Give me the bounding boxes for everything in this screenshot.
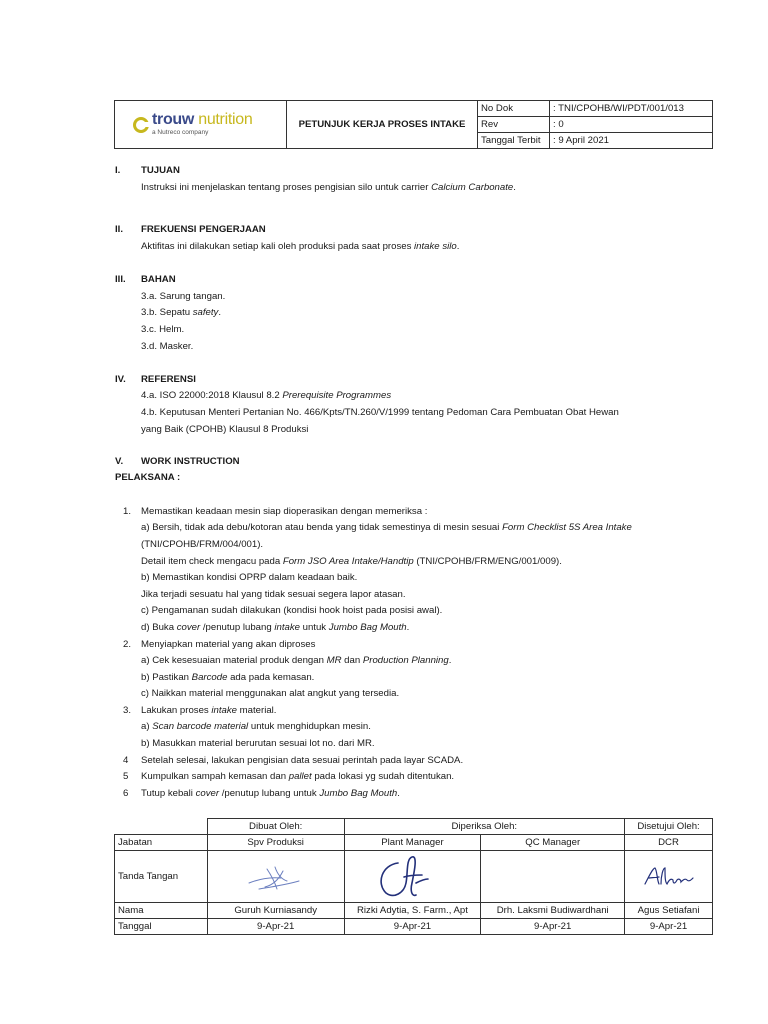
signature-cell-empty: [481, 851, 625, 903]
step-subitem: d) Buka cover /penutup lubang intake untuk Jumbo Bag Mouth.: [141, 622, 410, 633]
section-number: V.: [115, 456, 124, 467]
step-subitem-cont: Jika terjadi sesuatu hal yang tidak sesuai segera lapor atasan.: [141, 589, 406, 600]
frekuensi-text: Aktifitas ini dilakukan setiap kali oleh produksi pada saat proses intake silo.: [141, 241, 460, 252]
jabatan-cell: DCR: [625, 835, 713, 851]
section-title: BAHAN: [141, 274, 176, 285]
tanggal-label: Tanggal: [115, 919, 208, 935]
bahan-item: 3.c. Helm.: [141, 324, 185, 335]
signature-cell: [625, 851, 713, 903]
step-subitem: b) Pastikan Barcode ada pada kemasan.: [141, 672, 315, 683]
step-number: 4: [123, 755, 129, 766]
tanggal-cell: 9-Apr-21: [625, 919, 713, 935]
meta-key-tanggal-terbit: Tanggal Terbit: [478, 133, 550, 149]
step-text: Menyiapkan material yang akan diproses: [141, 639, 316, 650]
step-number: 2.: [123, 639, 132, 650]
section-number: II.: [115, 224, 123, 235]
step-subitem: b) Masukkan material berurutan sesuai lot no. dari MR.: [141, 738, 375, 749]
bahan-item: 3.d. Masker.: [141, 341, 194, 352]
step-subitem-cont: (TNI/CPOHB/FRM/004/001).: [141, 539, 264, 550]
step-number: 1.: [123, 506, 132, 517]
section-title: FREKUENSI PENGERJAAN: [141, 224, 266, 235]
logo-word-trouw: trouw: [152, 111, 195, 129]
section-number: I.: [115, 165, 121, 176]
nama-cell: Guruh Kurniasandy: [207, 903, 344, 919]
step-subitem: a) Bersih, tidak ada debu/kotoran atau benda yang tidak semestinya di mesin sesuai Form Checklist 5S Area Intake: [141, 522, 632, 533]
logo-tagline: a Nutreco company: [152, 129, 209, 137]
tujuan-text: Instruksi ini menjelaskan tentang proses pengisian silo untuk carrier Calcium Carbonate.: [141, 182, 516, 193]
step-text: Setelah selesai, lakukan pengisian data sesuai perintah pada layar SCADA.: [141, 755, 464, 766]
jabatan-cell: Spv Produksi: [207, 835, 344, 851]
meta-key-no-dok: No Dok: [478, 101, 550, 117]
document-title: PETUNJUK KERJA PROSES INTAKE: [287, 101, 478, 149]
jabatan-cell: QC Manager: [481, 835, 625, 851]
nama-cell: Drh. Laksmi Budiwardhani: [481, 903, 625, 919]
approval-table: [114, 818, 713, 935]
step-text: Memastikan keadaan mesin siap dioperasikan dengan memeriksa :: [141, 506, 428, 517]
signature-cell: [344, 851, 481, 903]
step-subitem: a) Cek kesesuaian material produk dengan MR dan Production Planning.: [141, 655, 452, 666]
disetujui-header: Disetujui Oleh:: [625, 819, 713, 835]
meta-val-no-dok: : TNI/CPOHB/WI/PDT/001/013: [550, 101, 713, 117]
tanggal-cell: 9-Apr-21: [481, 919, 625, 935]
tanggal-cell: 9-Apr-21: [344, 919, 481, 935]
ttd-label: Tanda Tangan: [115, 851, 208, 903]
section-number: III.: [115, 274, 126, 285]
dibuat-header: Dibuat Oleh:: [207, 819, 344, 835]
referensi-item: 4.a. ISO 22000:2018 Klausul 8.2 Prerequisite Programmes: [141, 390, 392, 401]
signature-4: [639, 862, 699, 892]
step-subitem: c) Naikkan material menggunakan alat angkut yang tersedia.: [141, 688, 400, 699]
nama-cell: Agus Setiafani: [625, 903, 713, 919]
section-title: WORK INSTRUCTION: [141, 456, 240, 467]
section-title: REFERENSI: [141, 374, 196, 385]
nama-label: Nama: [115, 903, 208, 919]
meta-val-rev: : 0: [550, 117, 713, 133]
blank-cell: [115, 819, 208, 835]
trouw-logo-mark-icon: [132, 116, 150, 134]
pelaksana-label: PELAKSANA :: [115, 472, 181, 483]
document-header: [114, 100, 713, 149]
step-number: 5: [123, 771, 129, 782]
logo-cell: [115, 101, 287, 149]
step-subitem: a) Scan barcode material untuk menghidupkan mesin.: [141, 721, 371, 732]
step-subitem: Detail item check mengacu pada Form JSO Area Intake/Handtip (TNI/CPOHB/FRM/ENG/001/009).: [141, 556, 562, 567]
jabatan-cell: Plant Manager: [344, 835, 481, 851]
bahan-item: 3.a. Sarung tangan.: [141, 291, 226, 302]
nama-cell: Rizki Adytia, S. Farm., Apt: [344, 903, 481, 919]
diperiksa-header: Diperiksa Oleh:: [344, 819, 624, 835]
step-text: Tutup kebali cover /penutup lubang untuk Jumbo Bag Mouth.: [141, 788, 400, 799]
signature-1: [241, 857, 311, 897]
step-subitem: b) Memastikan kondisi OPRP dalam keadaan baik.: [141, 572, 358, 583]
referensi-item-cont: yang Baik (CPOHB) Klausul 8 Produksi: [141, 424, 309, 435]
logo-word-nutrition: nutrition: [198, 111, 253, 129]
company-logo: [118, 112, 283, 137]
step-subitem: c) Pengamanan sudah dilakukan (kondisi hook hoist pada posisi awal).: [141, 605, 443, 616]
signature-2: [372, 853, 452, 901]
section-title: TUJUAN: [141, 165, 180, 176]
section-number: IV.: [115, 374, 126, 385]
referensi-item: 4.b. Keputusan Menteri Pertanian No. 466/Kpts/TN.260/V/1999 tentang Pedoman Cara Pembuatan Obat Hewan: [141, 407, 619, 418]
tanggal-cell: 9-Apr-21: [207, 919, 344, 935]
meta-key-rev: Rev: [478, 117, 550, 133]
step-text: Lakukan proses intake material.: [141, 705, 277, 716]
step-number: 3.: [123, 705, 132, 716]
step-text: Kumpulkan sampah kemasan dan pallet pada lokasi yg sudah ditentukan.: [141, 771, 455, 782]
meta-val-tanggal-terbit: : 9 April 2021: [550, 133, 713, 149]
bahan-item: 3.b. Sepatu safety.: [141, 307, 222, 318]
jabatan-label: Jabatan: [115, 835, 208, 851]
step-number: 6: [123, 788, 129, 799]
signature-cell: [207, 851, 344, 903]
